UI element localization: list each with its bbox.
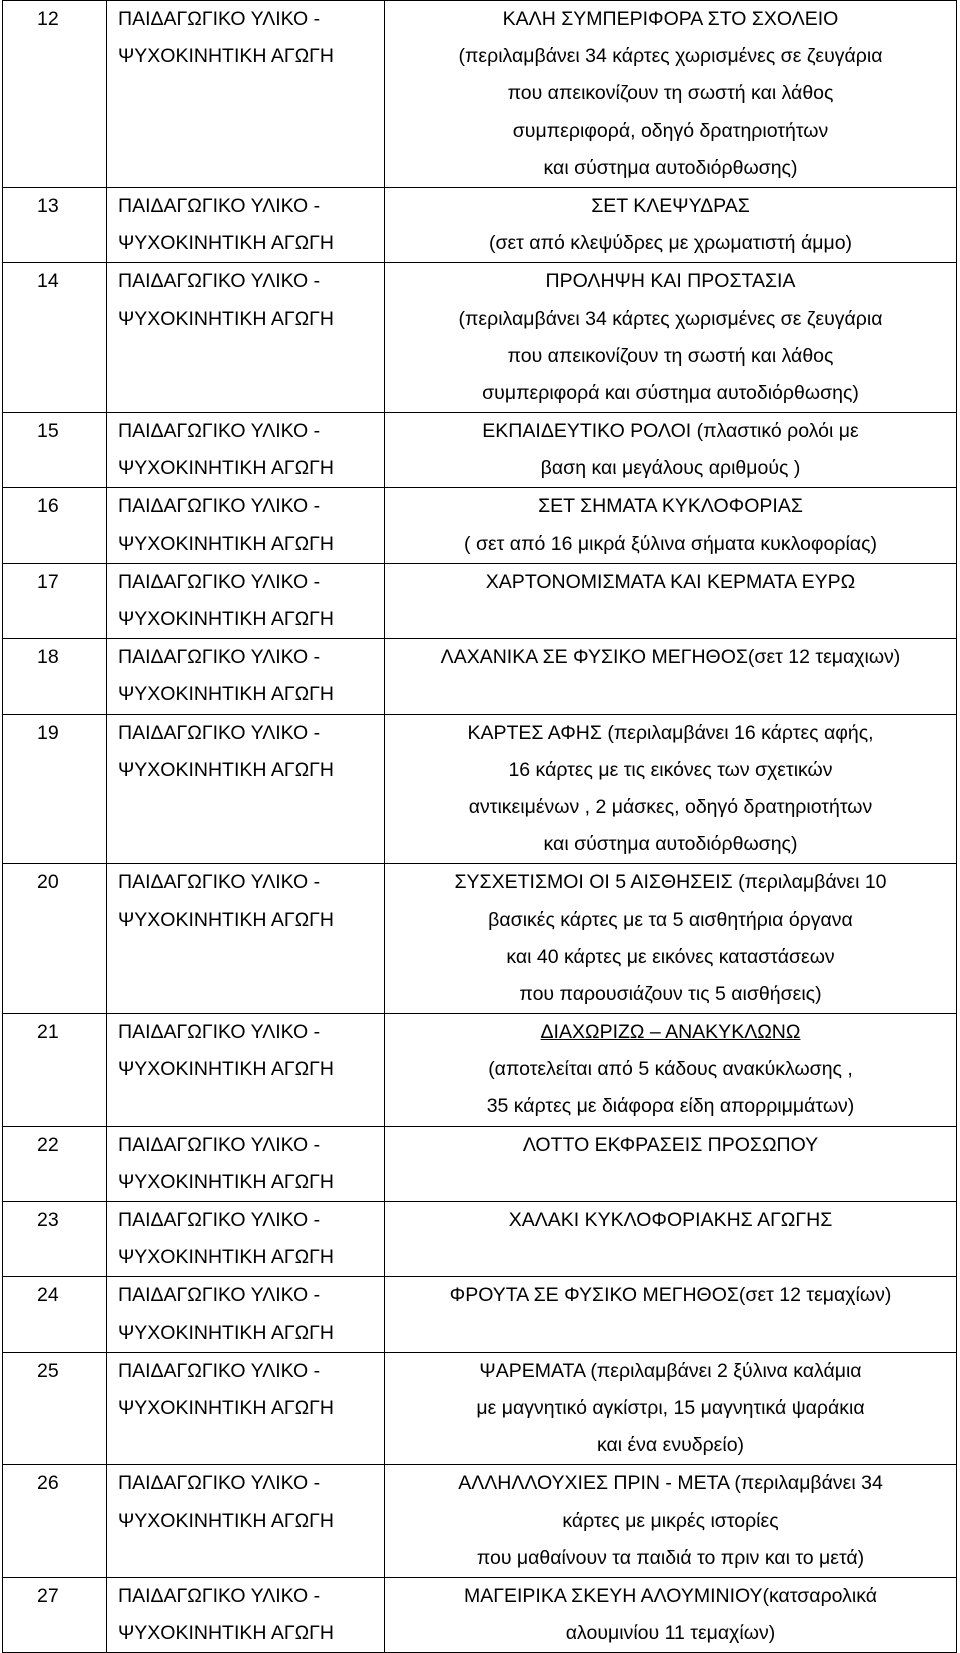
- description-line: με μαγνητικό αγκίστρι, 15 μαγνητικά ψαράκια: [476, 1396, 865, 1419]
- item-number: 25: [3, 1352, 107, 1465]
- table-row: [3, 1352, 957, 1465]
- description-line: αλουμινίου 11 τεμαχίων): [565, 1622, 776, 1645]
- table-row: [3, 263, 957, 413]
- item-category: [107, 864, 385, 1014]
- item-category: [107, 413, 385, 488]
- description-line: που απεικονίζουν τη σωστή και λάθος: [507, 344, 834, 367]
- table-row: [3, 488, 957, 563]
- description-line: ΧΑΡΤΟΝΟΜΙΣΜΑΤΑ ΚΑΙ ΚΕΡΜΑΤΑ ΕΥΡΩ: [485, 570, 856, 593]
- category-line: ΠΑΙΔΑΓΩΓΙΚΟ ΥΛΙΚΟ -: [118, 495, 321, 518]
- item-number: 22: [3, 1126, 107, 1201]
- description-line: ΜΑΓΕΙΡΙΚΑ ΣΚΕΥΗ ΑΛΟΥΜΙΝΙΟΥ(κατσαρολικά: [463, 1584, 877, 1607]
- item-number: 23: [3, 1202, 107, 1277]
- description-line: ΧΑΛΑΚΙ ΚΥΚΛΟΦΟΡΙΑΚΗΣ ΑΓΩΓΗΣ: [508, 1209, 833, 1231]
- description-line: ΣΕΤ ΣΗΜΑΤΑ ΚΥΚΛΟΦΟΡΙΑΣ: [538, 495, 803, 518]
- table-row: [3, 864, 957, 1014]
- description-line: κάρτες με μικρές ιστορίες: [562, 1509, 779, 1532]
- category-line: ΠΑΙΔΑΓΩΓΙΚΟ ΥΛΙΚΟ -: [118, 646, 321, 669]
- item-number: 21: [3, 1014, 107, 1127]
- description-line: αντικειμένων , 2 μάσκες, οδηγό δρατηριοτήτων: [468, 795, 873, 818]
- item-category: [107, 1277, 385, 1352]
- item-number: 24: [3, 1277, 107, 1352]
- item-category: [107, 1352, 385, 1465]
- table-row: [3, 1202, 957, 1277]
- item-category: [107, 639, 385, 714]
- items-table: [2, 0, 957, 1653]
- item-category: [107, 187, 385, 262]
- table-row: [3, 563, 957, 638]
- description-line: ( σετ από 16 μικρά ξύλινα σήματα κυκλοφορίας): [464, 532, 877, 555]
- item-description: [385, 1014, 957, 1127]
- item-number: 17: [3, 563, 107, 638]
- description-line: συμπεριφορά και σύστημα αυτοδιόρθωσης): [482, 381, 859, 404]
- items-table-body: [3, 1, 957, 1653]
- item-description: [385, 1126, 957, 1201]
- description-line: που παρουσιάζουν τις 5 αισθήσεις): [519, 982, 822, 1005]
- category-line: ΠΑΙΔΑΓΩΓΙΚΟ ΥΛΙΚΟ -: [118, 1584, 321, 1607]
- description-line: 16 κάρτες με τις εικόνες των σχετικών: [508, 758, 833, 781]
- item-category: [107, 488, 385, 563]
- item-number: 12: [3, 1, 107, 188]
- item-description: [385, 1577, 957, 1652]
- item-number: 13: [3, 187, 107, 262]
- item-description: [385, 1277, 957, 1352]
- category-line: ΨΥΧΟΚΙΝΗΤΙΚΗ ΑΓΩΓΗ: [118, 1396, 334, 1419]
- category-line: ΠΑΙΔΑΓΩΓΙΚΟ ΥΛΙΚΟ -: [118, 1209, 321, 1231]
- description-line: ΠΡΟΛΗΨΗ ΚΑΙ ΠΡΟΣΤΑΣΙΑ: [545, 270, 796, 293]
- category-line: ΨΥΧΟΚΙΝΗΤΙΚΗ ΑΓΩΓΗ: [118, 307, 334, 330]
- item-category: [107, 1202, 385, 1277]
- item-description: [385, 187, 957, 262]
- description-line: και σύστημα αυτοδιόρθωσης): [543, 156, 798, 179]
- item-description: [385, 1202, 957, 1277]
- description-line: βαση και μεγάλους αριθμούς ): [540, 457, 801, 480]
- category-line: ΨΥΧΟΚΙΝΗΤΙΚΗ ΑΓΩΓΗ: [118, 1170, 334, 1193]
- table-row: [3, 1577, 957, 1652]
- description-line: ΔΙΑΧΩΡΙΖΩ – ΑΝΑΚΥΚΛΩΝΩ: [540, 1021, 801, 1044]
- category-line: ΨΥΧΟΚΙΝΗΤΙΚΗ ΑΓΩΓΗ: [118, 1509, 334, 1532]
- description-line: ΛΟΤΤΟ ΕΚΦΡΑΣΕΙΣ ΠΡΟΣΩΠΟΥ: [522, 1133, 819, 1156]
- item-category: [107, 1465, 385, 1578]
- description-line: που μαθαίνουν τα παιδιά το πριν και το μετά): [476, 1546, 865, 1569]
- table-row: [3, 1465, 957, 1578]
- category-line: ΠΑΙΔΑΓΩΓΙΚΟ ΥΛΙΚΟ -: [118, 1021, 321, 1044]
- item-number: 16: [3, 488, 107, 563]
- category-line: ΨΥΧΟΚΙΝΗΤΙΚΗ ΑΓΩΓΗ: [118, 45, 334, 68]
- description-line: ΣΥΣΧΕΤΙΣΜΟΙ ΟΙ 5 ΑΙΣΘΗΣΕΙΣ (περιλαμβάνει 10: [454, 871, 887, 894]
- description-line: (αποτελείται από 5 κάδους ανακύκλωσης ,: [488, 1058, 853, 1081]
- table-row: [3, 1014, 957, 1127]
- table-row: [3, 639, 957, 714]
- category-line: ΨΥΧΟΚΙΝΗΤΙΚΗ ΑΓΩΓΗ: [118, 908, 334, 931]
- table-row: [3, 714, 957, 864]
- description-line: (περιλαμβάνει 34 κάρτες χωρισμένες σε ζευγάρια: [458, 45, 883, 68]
- item-description: [385, 488, 957, 563]
- category-line: ΨΥΧΟΚΙΝΗΤΙΚΗ ΑΓΩΓΗ: [118, 608, 334, 630]
- item-category: [107, 1, 385, 188]
- table-row: [3, 413, 957, 488]
- category-line: ΨΥΧΟΚΙΝΗΤΙΚΗ ΑΓΩΓΗ: [118, 1622, 334, 1645]
- category-line: ΠΑΙΔΑΓΩΓΙΚΟ ΥΛΙΚΟ -: [118, 570, 321, 593]
- category-line: ΨΥΧΟΚΙΝΗΤΙΚΗ ΑΓΩΓΗ: [118, 1058, 334, 1081]
- category-line: ΨΥΧΟΚΙΝΗΤΙΚΗ ΑΓΩΓΗ: [118, 457, 334, 480]
- description-line: ΨΑΡΕΜΑΤΑ (περιλαμβάνει 2 ξύλινα καλάμια: [479, 1359, 862, 1382]
- category-line: ΨΥΧΟΚΙΝΗΤΙΚΗ ΑΓΩΓΗ: [118, 532, 334, 555]
- item-category: [107, 1126, 385, 1201]
- description-line: ΑΛΛΗΛΛΟΥΧΙΕΣ ΠΡΙΝ - ΜΕΤΑ (περιλαμβάνει 34: [458, 1472, 883, 1495]
- item-description: [385, 563, 957, 638]
- item-number: 19: [3, 714, 107, 864]
- category-line: ΠΑΙΔΑΓΩΓΙΚΟ ΥΛΙΚΟ -: [118, 871, 321, 894]
- item-number: 27: [3, 1577, 107, 1652]
- item-description: [385, 714, 957, 864]
- category-line: ΠΑΙΔΑΓΩΓΙΚΟ ΥΛΙΚΟ -: [118, 1284, 321, 1307]
- item-description: [385, 413, 957, 488]
- table-row: [3, 187, 957, 262]
- category-line: ΠΑΙΔΑΓΩΓΙΚΟ ΥΛΙΚΟ -: [118, 1359, 321, 1382]
- description-line: ΚΑΡΤΕΣ ΑΦΗΣ (περιλαμβάνει 16 κάρτες αφής,: [467, 721, 874, 744]
- category-line: ΠΑΙΔΑΓΩΓΙΚΟ ΥΛΙΚΟ -: [118, 8, 321, 30]
- item-category: [107, 263, 385, 413]
- table-row: [3, 1277, 957, 1352]
- category-line: ΠΑΙΔΑΓΩΓΙΚΟ ΥΛΙΚΟ -: [118, 1472, 321, 1495]
- item-category: [107, 714, 385, 864]
- item-description: [385, 263, 957, 413]
- item-number: 14: [3, 263, 107, 413]
- item-description: [385, 1, 957, 188]
- description-line: ΣΕΤ ΚΛΕΨΥΔΡΑΣ: [591, 194, 750, 217]
- item-number: 20: [3, 864, 107, 1014]
- item-category: [107, 563, 385, 638]
- table-row: [3, 1, 957, 188]
- table-row: [3, 1126, 957, 1201]
- item-description: [385, 1465, 957, 1578]
- description-line: και ένα ενυδρείο): [596, 1434, 745, 1457]
- category-line: ΠΑΙΔΑΓΩΓΙΚΟ ΥΛΙΚΟ -: [118, 721, 321, 744]
- item-category: [107, 1014, 385, 1127]
- category-line: ΨΥΧΟΚΙΝΗΤΙΚΗ ΑΓΩΓΗ: [118, 683, 334, 706]
- category-line: ΠΑΙΔΑΓΩΓΙΚΟ ΥΛΙΚΟ -: [118, 1133, 321, 1156]
- description-line: ΚΑΛΗ ΣΥΜΠΕΡΙΦΟΡΑ ΣΤΟ ΣΧΟΛΕΙΟ: [502, 8, 839, 30]
- category-line: ΠΑΙΔΑΓΩΓΙΚΟ ΥΛΙΚΟ -: [118, 270, 321, 293]
- item-description: [385, 1352, 957, 1465]
- description-line: 35 κάρτες με διάφορα είδη απορριμμάτων): [486, 1095, 855, 1118]
- item-category: [107, 1577, 385, 1652]
- category-line: ΠΑΙΔΑΓΩΓΙΚΟ ΥΛΙΚΟ -: [118, 194, 321, 217]
- item-number: 26: [3, 1465, 107, 1578]
- category-line: ΨΥΧΟΚΙΝΗΤΙΚΗ ΑΓΩΓΗ: [118, 758, 334, 781]
- description-line: που απεικονίζουν τη σωστή και λάθος: [507, 82, 834, 105]
- category-line: ΨΥΧΟΚΙΝΗΤΙΚΗ ΑΓΩΓΗ: [118, 1321, 334, 1344]
- description-line: ΛΑΧΑΝΙΚΑ ΣΕ ΦΥΣΙΚΟ ΜΕΓΗΘΟΣ(σετ 12 τεμαχιων): [440, 646, 901, 669]
- description-line: συμπεριφορά, οδηγό δρατηριοτήτων: [512, 119, 829, 142]
- description-line: και 40 κάρτες με εικόνες καταστάσεων: [506, 945, 835, 968]
- category-line: ΨΥΧΟΚΙΝΗΤΙΚΗ ΑΓΩΓΗ: [118, 1246, 334, 1269]
- item-description: [385, 639, 957, 714]
- description-line: ΕΚΠΑΙΔΕΥΤΙΚΟ ΡΟΛΟΙ (πλαστικό ρολόι με: [482, 420, 859, 443]
- item-number: 15: [3, 413, 107, 488]
- description-line: και σύστημα αυτοδιόρθωσης): [543, 833, 798, 856]
- category-line: ΨΥΧΟΚΙΝΗΤΙΚΗ ΑΓΩΓΗ: [118, 232, 334, 255]
- description-line: (περιλαμβάνει 34 κάρτες χωρισμένες σε ζευγάρια: [458, 307, 883, 330]
- description-line: ΦΡΟΥΤΑ ΣΕ ΦΥΣΙΚΟ ΜΕΓΗΘΟΣ(σετ 12 τεμαχίων): [449, 1284, 892, 1307]
- category-line: ΠΑΙΔΑΓΩΓΙΚΟ ΥΛΙΚΟ -: [118, 420, 321, 443]
- item-description: [385, 864, 957, 1014]
- item-number: 18: [3, 639, 107, 714]
- description-line: (σετ από κλεψύδρες με χρωματιστή άμμο): [488, 232, 853, 255]
- description-line: βασικές κάρτες με τα 5 αισθητήρια όργανα: [488, 908, 853, 931]
